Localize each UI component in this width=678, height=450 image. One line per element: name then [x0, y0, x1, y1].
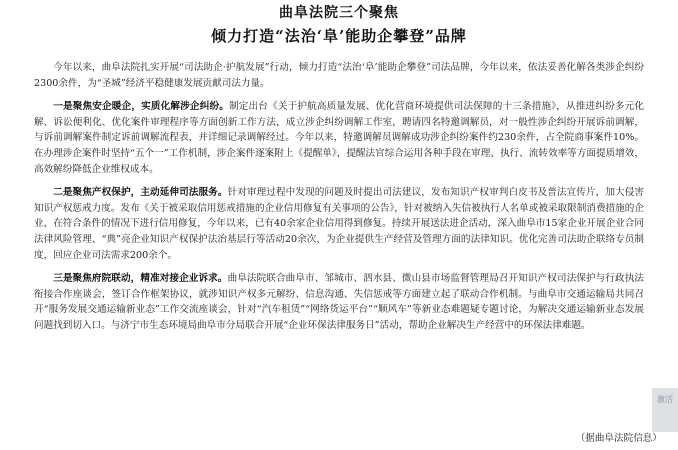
- paragraph-first-text: 制定出台《关于护航高质量发展、优化营商环境提供司法保障的十三条措施》，从推进纠纷多元化解、诉讼便利化、优化案件审理程序等方面创新工作方法，成立涉企纠纷调解工作室，聘请四名特邀调解员，对一般性涉企纠纷开展诉前调解，与诉前调解案件制定诉前调解流程表，并详细记录调解经过。今年以来，特邀调解员调解成功涉企纠纷案件约230余件，占全院商事案件10%。在办理涉企案件时坚持“五个一”工作机制，涉企案件逐案附上《提醒单》，提醒法官综合运用各种手段在审理、执行、流转效率等方面提质增效，高效解纷降低企业维权成本。: [34, 101, 645, 175]
- paragraph-third-lead: 三是聚焦府院联动，精准对接企业诉求。: [53, 273, 228, 285]
- activation-watermark: 激活: [652, 388, 678, 432]
- paragraph-intro: [34, 60, 644, 91]
- paragraph-intro-text: 今年以来，曲阜法院扎实开展“司法助企·护航发展”行动，倾力打造“法治‘阜’能助企攀登”司法品牌，今年以来，依法妥善化解各类涉企纠纷2300余件，为“圣城”经济平稳健康发展贡献司法力量。: [34, 62, 644, 89]
- paragraph-first-point: [34, 99, 644, 177]
- title-line-2: 倾力打造“法治‘阜’能助企攀登”品牌: [211, 27, 467, 45]
- title-line-1: 曲阜法院三个聚焦: [279, 5, 399, 21]
- paragraph-second-lead: 二是聚焦产权保护，主动延伸司法服务。: [53, 187, 228, 199]
- paragraph-third-text: 曲阜法院联合曲阜市、邹城市、泗水县、微山县市场监督管理局召开知识产权司法保护与行政执法衔接合作座谈会，签订合作框架协议，就涉知识产权多元解纷、信息沟通、失信惩戒等方面建立起了联动合作机制。与曲阜市交通运输局共同召开“服务发展交通运输新业态”工作交流座谈会，针对“汽车租赁”“网络货运平台”“顺风车”等新业态难题疑专题讨论，为解决交通运输新业态发展问题找到切入口。与济宁市生态环境局曲阜市分局联合开展“企业环保法律服务日”活动，帮助企业解决生产经营中的环保法律难题。: [34, 273, 645, 331]
- paragraph-second-point: [34, 185, 644, 263]
- paragraph-second-text: 针对审理过程中发现的问题及时提出司法建议，发布知识产权审判白皮书及普法宣传片，加大侵害知识产权惩戒力度。发布《关于被采取信用惩戒措施的企业信用修复有关事项的公告》，针对被纳入失信被执行人名单或被采取限制消费措施的企业，在符合条件的情况下进行信用修复，今年以来，已有40余家企业信用得到修复。持续开展送法进企活动，深入曲阜市15家企业开展企业合同法律风险管理、“典”亮企业知识产权保护法治基层行等活动20余次，为企业提供生产经营及管理方面的法律知识。优化完善司法助企联络专员制度，回应企业司法需求200余个。: [34, 187, 645, 261]
- source-attribution: （据曲阜法院信息）: [575, 433, 662, 444]
- paragraph-first-lead: 一是聚焦安企暖企，实质化解涉企纠纷。: [53, 101, 229, 113]
- paragraph-third-point: [34, 271, 644, 333]
